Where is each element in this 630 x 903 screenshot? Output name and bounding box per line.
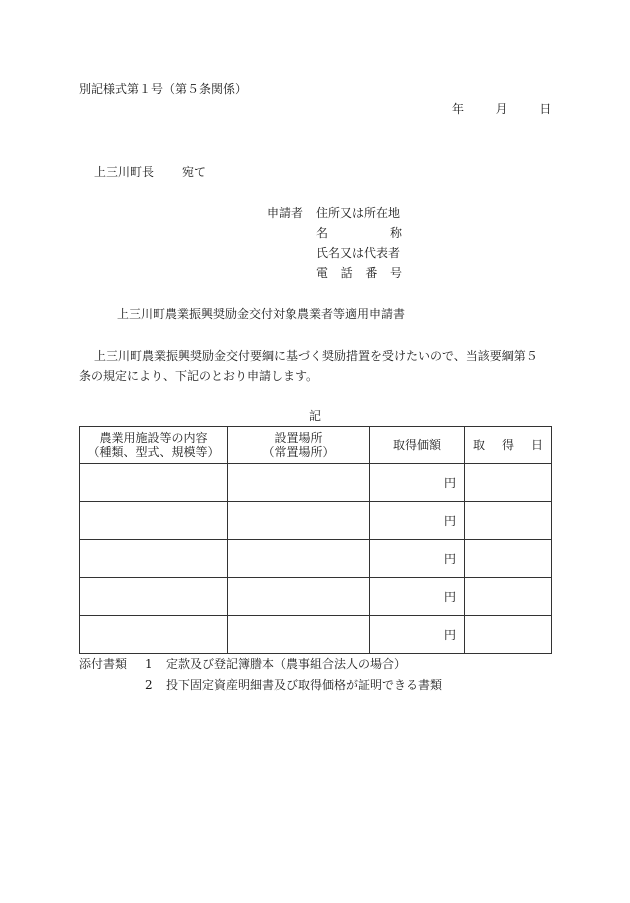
table-header-row bbox=[80, 427, 552, 464]
cell-price[interactable]: 円 bbox=[370, 502, 465, 540]
cell-date[interactable] bbox=[465, 578, 552, 616]
attachment-number-2: 2 bbox=[145, 678, 153, 692]
cell-location[interactable] bbox=[228, 540, 370, 578]
form-number: 別記様式第１号（第５条関係） bbox=[79, 82, 248, 96]
date-field bbox=[452, 102, 551, 116]
attachment-text-1: 定款及び登記簿謄本（農事組合法人の場合） bbox=[166, 657, 407, 671]
header-acquisition-date bbox=[465, 427, 552, 464]
header-price bbox=[370, 427, 465, 464]
cell-contents[interactable] bbox=[80, 540, 228, 578]
attachments-label: 添付書類 bbox=[79, 657, 128, 671]
phone-char-2: 話 bbox=[340, 266, 353, 280]
cell-date[interactable] bbox=[465, 540, 552, 578]
date-day-label: 日 bbox=[539, 102, 552, 116]
table-row bbox=[80, 502, 552, 540]
date-month-label: 月 bbox=[495, 102, 508, 116]
phone-char-4: 号 bbox=[389, 266, 402, 280]
header-location-line1: 設置場所 bbox=[274, 431, 323, 445]
cell-contents[interactable] bbox=[80, 464, 228, 502]
cell-contents[interactable] bbox=[80, 502, 228, 540]
cell-location[interactable] bbox=[228, 502, 370, 540]
cell-location[interactable] bbox=[228, 616, 370, 654]
name-char-1: 名 bbox=[316, 226, 329, 240]
table-row bbox=[80, 616, 552, 654]
applicant-label: 申請者 bbox=[267, 206, 304, 220]
table-row bbox=[80, 464, 552, 502]
attachment-number-1: 1 bbox=[145, 657, 153, 671]
cell-price[interactable]: 円 bbox=[370, 616, 465, 654]
applicant-address-label: 住所又は所在地 bbox=[316, 206, 401, 220]
cell-price[interactable]: 円 bbox=[370, 464, 465, 502]
header-location bbox=[228, 427, 370, 464]
ki-label: 記 bbox=[309, 409, 322, 423]
cell-date[interactable] bbox=[465, 616, 552, 654]
table-row bbox=[80, 578, 552, 616]
applicant-phone-label bbox=[316, 266, 402, 280]
addressee bbox=[94, 165, 206, 179]
cell-price[interactable]: 円 bbox=[370, 578, 465, 616]
phone-char-1: 電 bbox=[316, 266, 329, 280]
attachment-text-2: 投下固定資産明細書及び取得価格が証明できる書類 bbox=[166, 678, 443, 692]
cell-date[interactable] bbox=[465, 502, 552, 540]
cell-date[interactable] bbox=[465, 464, 552, 502]
applicant-name-label bbox=[316, 226, 402, 240]
header-location-line2: （常置場所） bbox=[262, 445, 335, 459]
header-contents bbox=[80, 427, 228, 464]
applicant-representative-label: 氏名又は代表者 bbox=[316, 246, 401, 260]
addressee-name: 上三川町長 bbox=[94, 165, 155, 179]
header-price-line1: 取得価額 bbox=[392, 438, 441, 452]
header-contents-line2: （種類、型式、規模等） bbox=[87, 445, 220, 459]
body-line-2: 条の規定により、下記のとおり申請します。 bbox=[79, 369, 319, 383]
name-char-2: 称 bbox=[389, 226, 402, 240]
body-line-1: 上三川町農業振興奨励金交付要綱に基づく奨励措置を受けたいので、当該要綱第５ bbox=[94, 349, 538, 363]
date-header-char-3: 日 bbox=[530, 438, 543, 452]
facility-table bbox=[79, 426, 552, 654]
date-header-char-2: 得 bbox=[501, 438, 514, 452]
date-year-label: 年 bbox=[452, 102, 465, 116]
cell-contents[interactable] bbox=[80, 578, 228, 616]
table-row bbox=[80, 540, 552, 578]
cell-contents[interactable] bbox=[80, 616, 228, 654]
cell-price[interactable]: 円 bbox=[370, 540, 465, 578]
phone-char-3: 番 bbox=[365, 266, 378, 280]
cell-location[interactable] bbox=[228, 464, 370, 502]
header-contents-line1: 農業用施設等の内容 bbox=[99, 431, 208, 445]
addressee-suffix: 宛て bbox=[182, 165, 207, 179]
date-header-char-1: 取 bbox=[473, 438, 486, 452]
document-title: 上三川町農業振興奨励金交付対象農業者等適用申請書 bbox=[117, 307, 406, 321]
cell-location[interactable] bbox=[228, 578, 370, 616]
